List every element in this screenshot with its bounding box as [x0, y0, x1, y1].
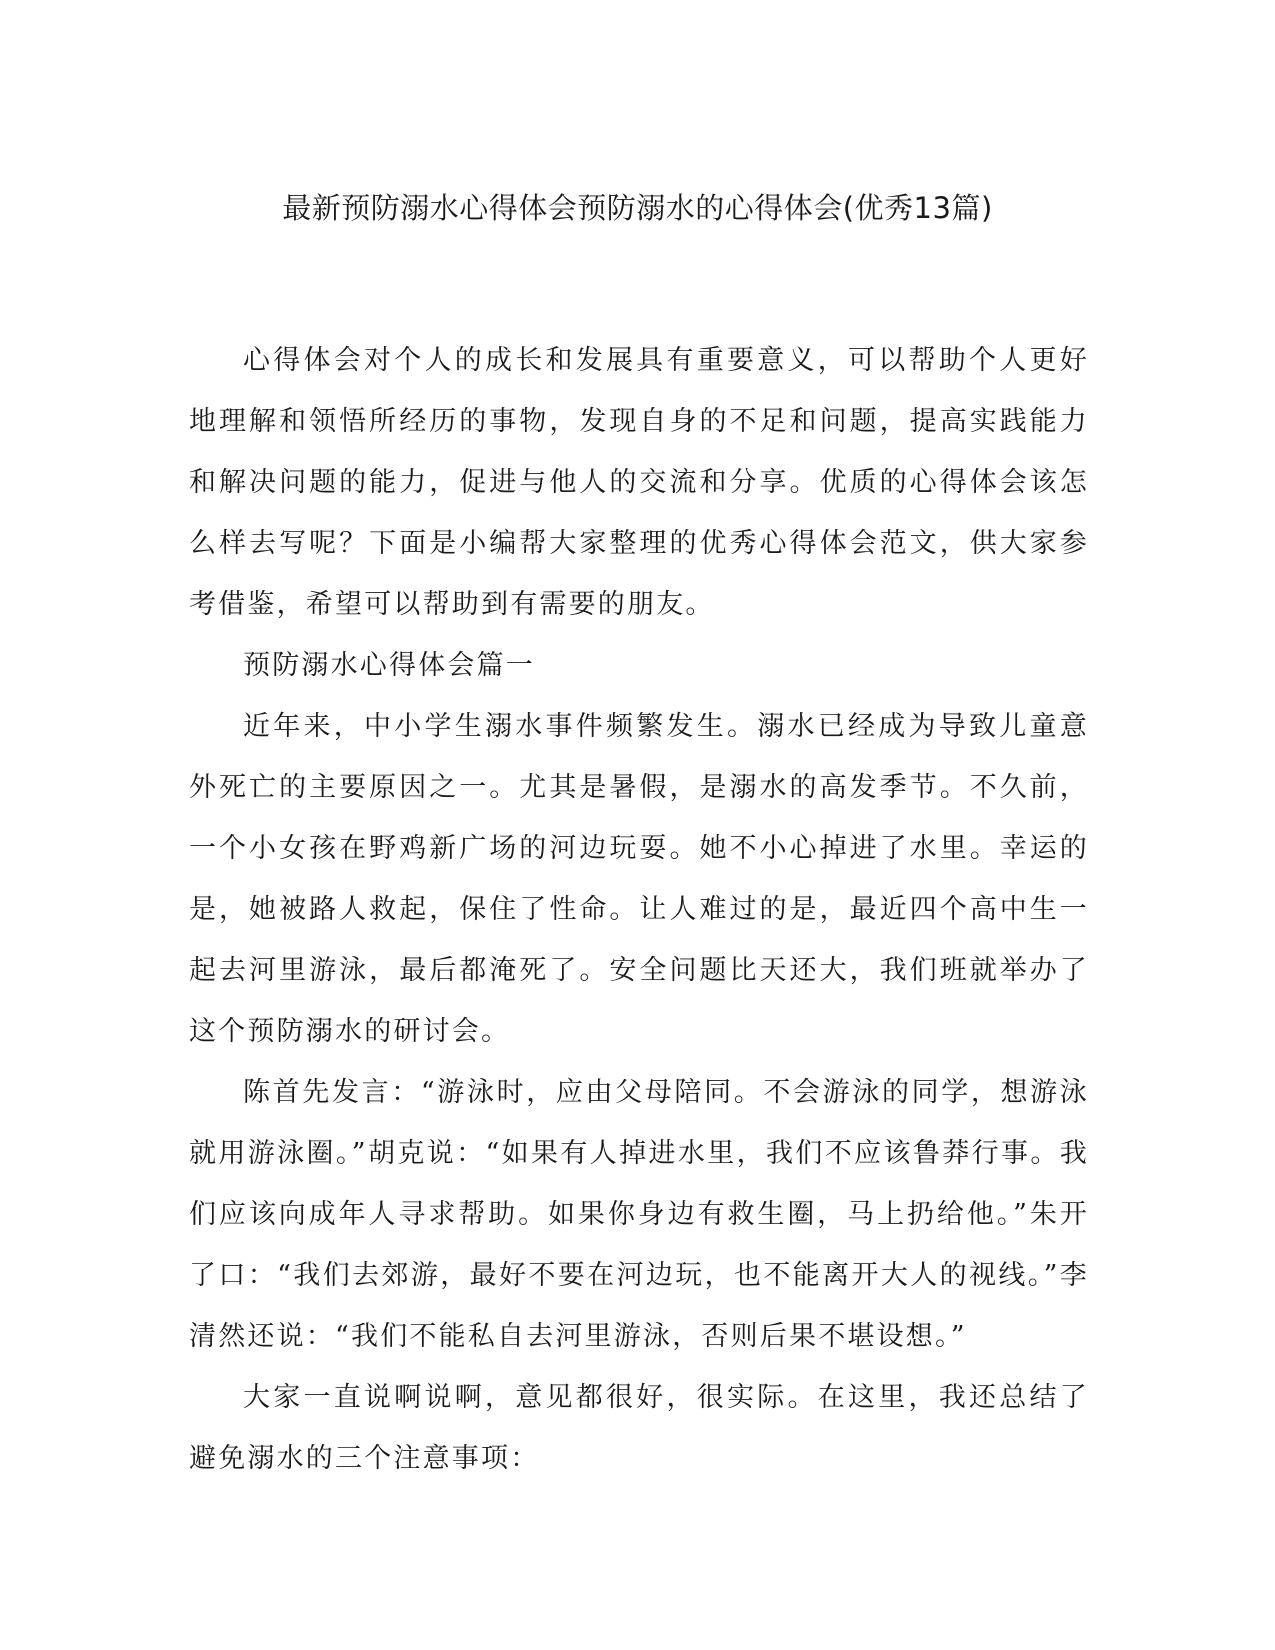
body-paragraph: 陈首先发言：“游泳时，应由父母陪同。不会游泳的同学，想游泳就用游泳圈。”胡克说：“如果有人掉进水里，我们不应该鲁莽行事。我们应该向成年人寻求帮助。如果你身边有救生圈，马上扔给他。”朱开了口：“我们去郊游，最好不要在河边玩，也不能离开大人的视线。”李清然还说：“我们不能私自去河里游泳，否则后果不堪设想。” — [189, 1077, 1089, 1352]
intro-paragraph: 心得体会对个人的成长和发展具有重要意义，可以帮助个人更好地理解和领悟所经历的事物，发现自身的不足和问题，提高实践能力和解决问题的能力，促进与他人的交流和分享。优质的心得体会该怎么样去写呢？下面是小编帮大家整理的优秀心得体会范文，供大家参考借鉴，希望可以帮助到有需要的朋友。 — [189, 345, 1089, 620]
document-title: 最新预防溺水心得体会预防溺水的心得体会(优秀13篇) — [282, 191, 993, 225]
section-heading: 预防溺水心得体会篇一 — [243, 650, 535, 681]
body-paragraph: 大家一直说啊说啊，意见都很好，很实际。在这里，我还总结了避免溺水的三个注意事项： — [189, 1382, 1089, 1474]
body-paragraph: 近年来，中小学生溺水事件频繁发生。溺水已经成为导致儿童意外死亡的主要原因之一。尤其是暑假，是溺水的高发季节。不久前，一个小女孩在野鸡新广场的河边玩耍。她不小心掉进了水里。幸运的是，她被路人救起，保住了性命。让人难过的是，最近四个高中生一起去河里游泳，最后都淹死了。安全问题比天还大，我们班就举办了这个预防溺水的研讨会。 — [189, 711, 1089, 1047]
document-body — [189, 330, 1089, 1489]
